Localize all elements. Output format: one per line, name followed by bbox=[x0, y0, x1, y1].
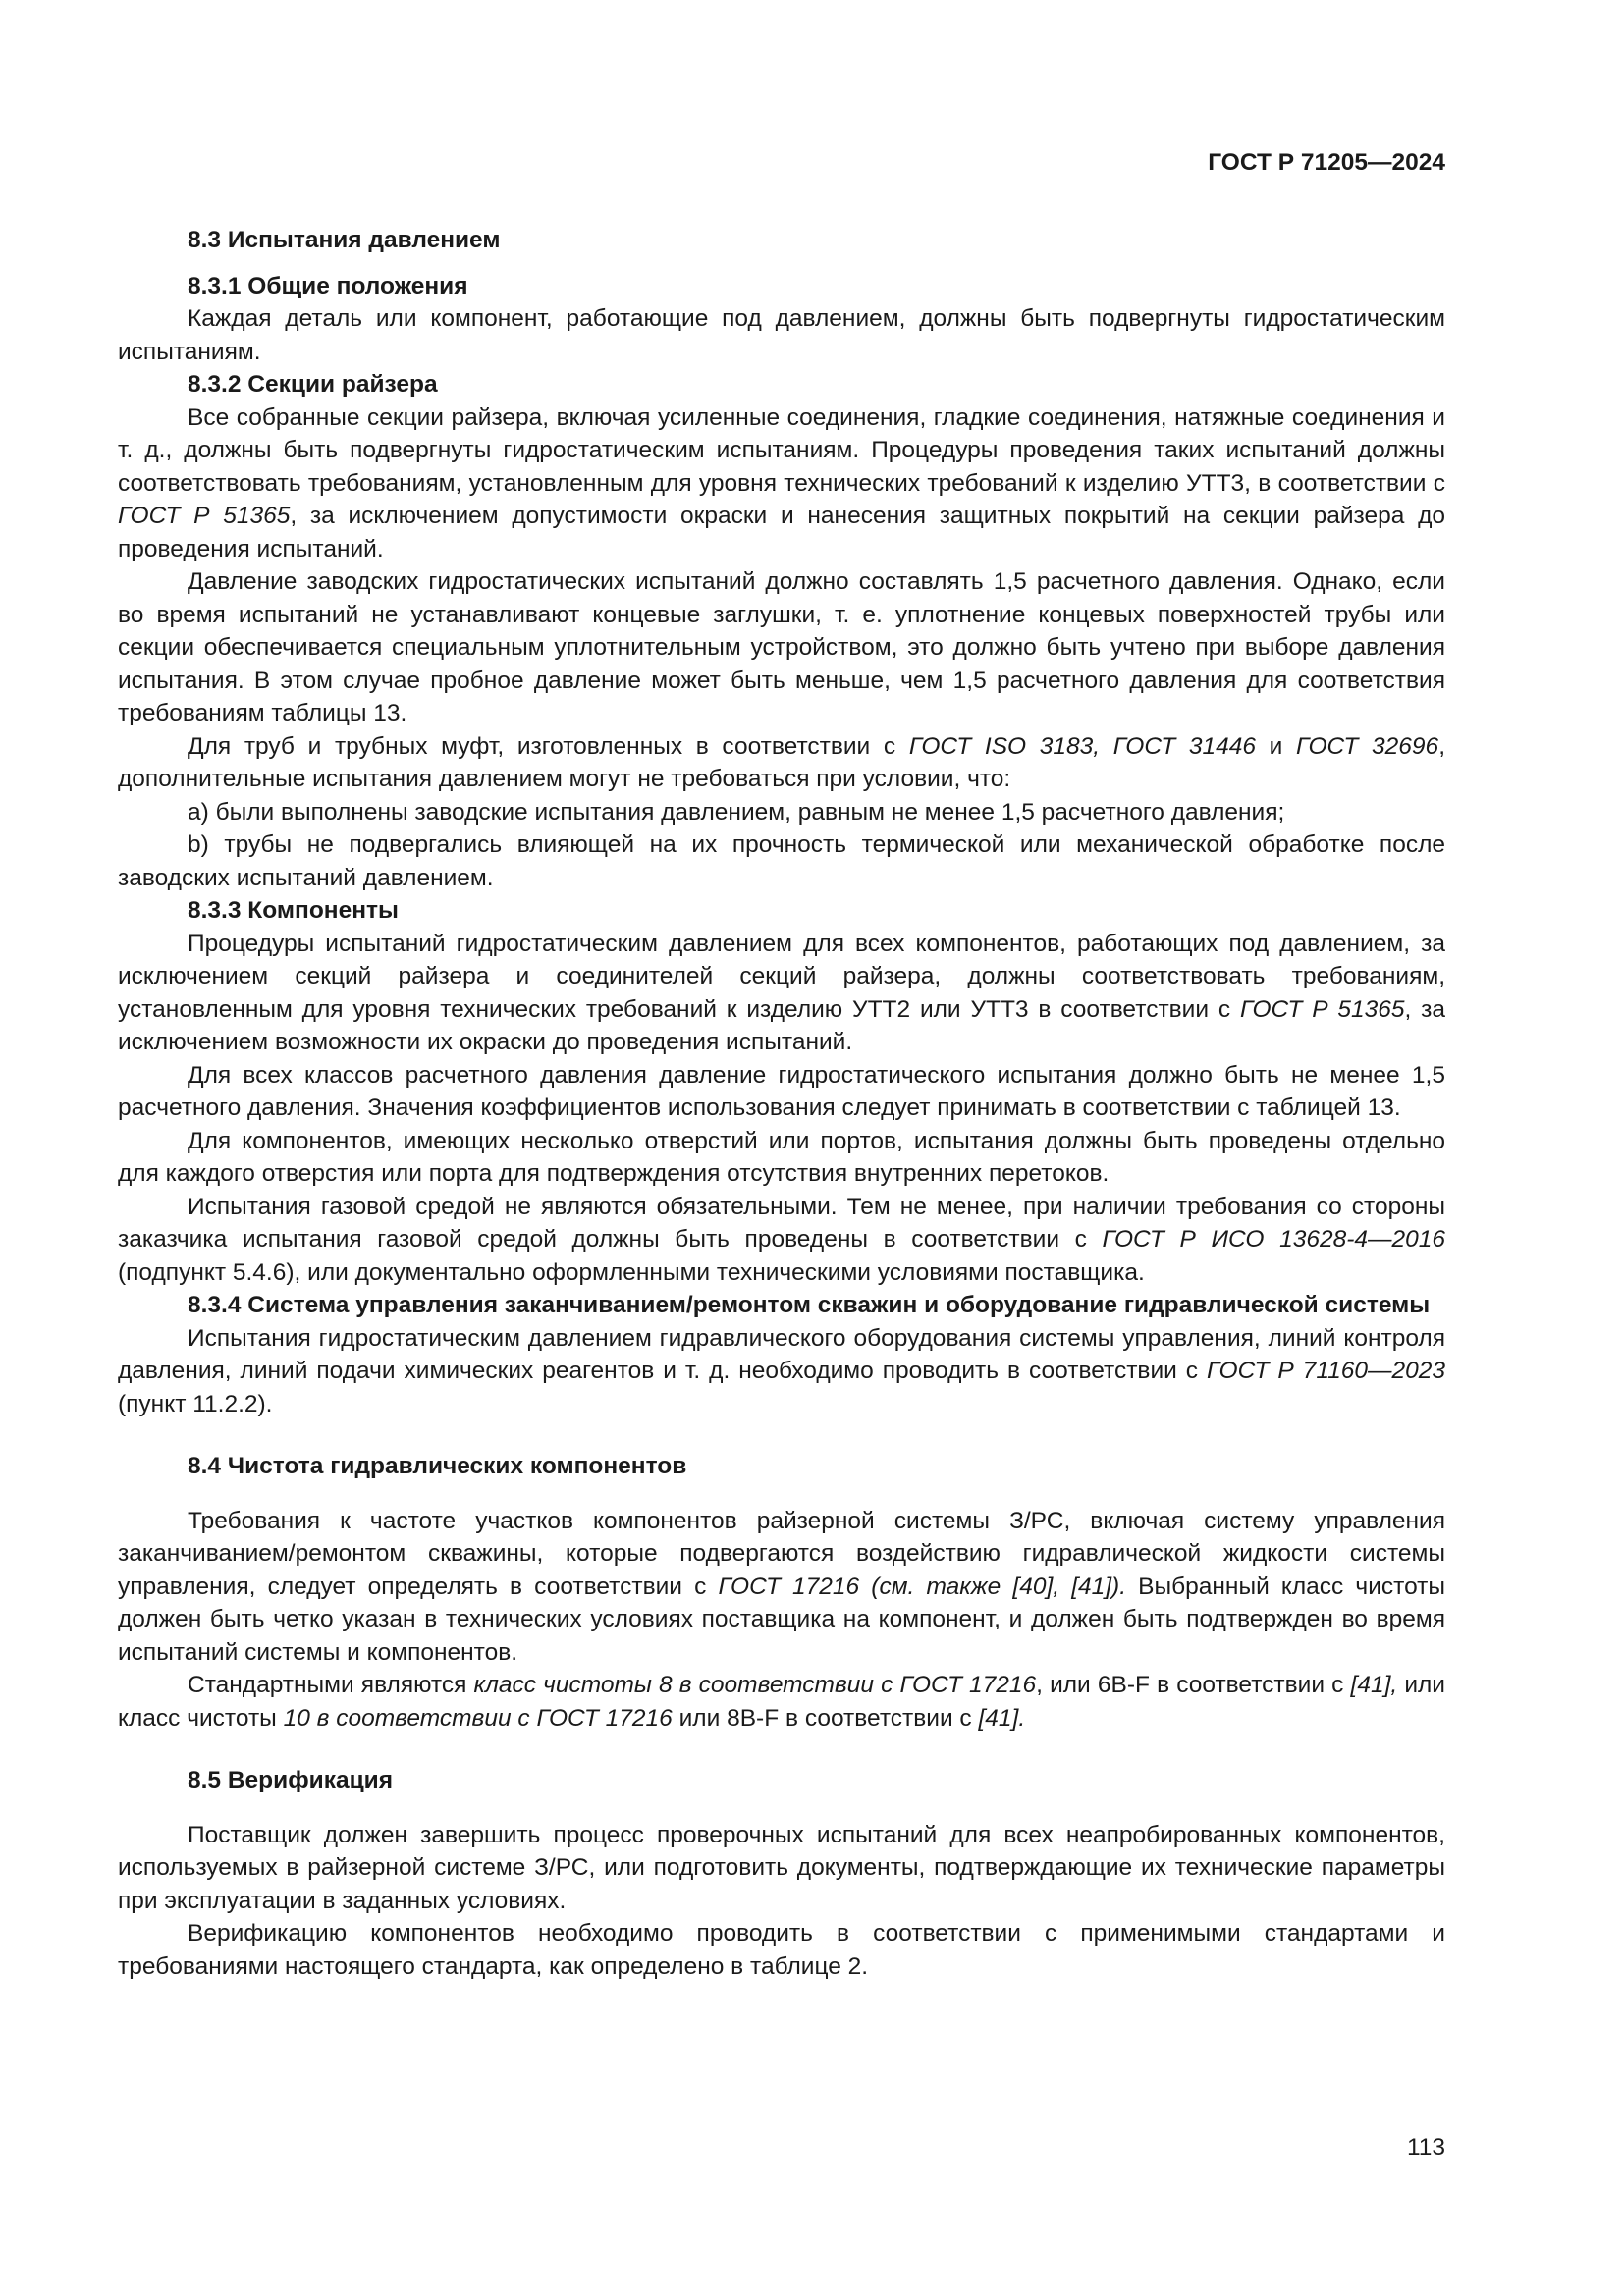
standard-reference: ГОСТ Р ИСО 13628-4—2016 bbox=[1102, 1226, 1445, 1253]
standard-reference: ГОСТ Р 51365 bbox=[118, 503, 291, 529]
standard-reference: ГОСТ Р 71160—2023 bbox=[1207, 1358, 1446, 1384]
section-8-3-3-title: 8.3.3 Компоненты bbox=[188, 897, 399, 924]
list-item-a: а) были выполнены заводские испытания давлением, равным не менее 1,5 расчетного давления; bbox=[188, 798, 1285, 826]
document-body bbox=[118, 224, 1445, 1983]
section-8-3-2-paragraph-1: Все собранные секции райзера, включая усиленные соединения, гладкие соединения, натяжные соединения и т. д., должны быть подвергнуты гидростатическим испытаниям. Процедуры проведения таких испытаний должны соответствовать требованиям, установленным для уровня технических требований к изделию УТТ3, в соответствии с ГОСТ Р 51365, за исключением допустимости окраски и нанесения защитных покрытий на секции райзера до проведения испытаний. bbox=[118, 403, 1446, 562]
section-8-3-2-title: 8.3.2 Секции райзера bbox=[188, 371, 438, 398]
page-number: 113 bbox=[1406, 2134, 1445, 2161]
section-8-3-title: 8.3 Испытания давлением bbox=[188, 227, 501, 253]
section-8-3-3-paragraph-4: Испытания газовой средой не являются обязательными. Тем не менее, при наличии требования со стороны заказчика испытания газовой средой должны быть проведены в соответствии с ГОСТ Р ИСО 13628-4—2016 (подпункт 5.4.6), или документально оформленными техническими условиями поставщика. bbox=[118, 1193, 1445, 1286]
standard-reference: класс чистоты 8 в соответствии с ГОСТ 17216 bbox=[473, 1672, 1037, 1698]
section-8-5-title: 8.5 Верификация bbox=[188, 1767, 394, 1793]
section-8-4-paragraph-1: Требования к частоте участков компонентов райзерной системы З/РС, включая систему управления заканчиванием/ремонтом скважины, которые подвергаются воздействию гидравлической жидкости системы управления, следует определять в соответствии с ГОСТ 17216 (см. также [40], [41]). Выбранный класс чистоты должен быть четко указан в технических условиях поставщика на компонент, и должен быть подтвержден во время испытаний системы и компонентов. bbox=[118, 1507, 1445, 1666]
section-8-3-2-paragraph-3: Для труб и трубных муфт, изготовленных в соответствии с ГОСТ ISO 3183, ГОСТ 31446 и ГОСТ 32696, дополнительные испытания давлением могут не требоваться при условии, что: bbox=[118, 732, 1445, 792]
list-item-b: b) трубы не подвергались влияющей на их прочность термической или механической обработке после заводских испытаний давлением. bbox=[118, 831, 1445, 891]
standard-reference: ГОСТ 32696 bbox=[1295, 732, 1439, 760]
standard-reference: ГОСТ Р 51365 bbox=[1239, 995, 1405, 1023]
section-8-3-3-paragraph-2: Для всех классов расчетного давления давление гидростатического испытания должно быть не менее 1,5 расчетного давления. Значения коэффициентов использования следует принимать в соответствии с таблицей 13. bbox=[118, 1061, 1445, 1121]
section-8-5-paragraph-2: Верификацию компонентов необходимо проводить в соответствии с применимыми стандартами и требованиями настоящего стандарта, как определено в таблице 2. bbox=[118, 1920, 1445, 1980]
document-header: ГОСТ Р 71205—2024 bbox=[1208, 149, 1445, 176]
standard-reference: ГОСТ 17216 (см. также [40], [41]). bbox=[718, 1573, 1127, 1600]
section-8-3-4-paragraph: Испытания гидростатическим давлением гидравлического оборудования системы управления, линий контроля давления, линий подачи химических реагентов и т. д. необходимо проводить в соответствии с ГОСТ Р 71160—2023 (пункт 11.2.2). bbox=[118, 1324, 1446, 1417]
section-8-3-3-paragraph-1: Процедуры испытаний гидростатическим давлением для всех компонентов, работающих под давлением, за исключением секций райзера и соединителей секций райзера, должны соответствовать требованиям, установленным для уровня технических требований к изделию УТТ2 или УТТ3 в соответствии с ГОСТ Р 51365, за исключением возможности их окраски до проведения испытаний. bbox=[118, 930, 1445, 1055]
bibliography-reference: [41]. bbox=[978, 1704, 1026, 1732]
section-8-4-title: 8.4 Чистота гидравлических компонентов bbox=[188, 1453, 687, 1479]
section-8-3-3-paragraph-3: Для компонентов, имеющих несколько отверстий или портов, испытания должны быть проведены отдельно для каждого отверстия или порта для подтверждения отсутствия внутренних перетоков. bbox=[118, 1127, 1445, 1187]
section-8-3-1-title: 8.3.1 Общие положения bbox=[188, 272, 468, 299]
section-8-3-2-paragraph-2: Давление заводских гидростатических испытаний должно составлять 1,5 расчетного давления. Однако, если во время испытаний не устанавливают концевые заглушки, т. е. уплотнение концевых поверхностей трубы или секции обеспечивается специальным уплотнительным устройством, это должно быть учтено при выборе давления испытания. В этом случае пробное давление может быть меньше, чем 1,5 расчетного давления для соответствия требованиям таблицы 13. bbox=[118, 568, 1445, 726]
section-8-3-1-paragraph: Каждая деталь или компонент, работающие под давлением, должны быть подвергнуты гидростатическим испытаниям. bbox=[118, 305, 1445, 365]
section-8-3-4-title: 8.3.4 Система управления заканчиванием/ремонтом скважин и оборудование гидравлической системы bbox=[188, 1292, 1431, 1318]
section-8-5-paragraph-1: Поставщик должен завершить процесс проверочных испытаний для всех неапробированных компонентов, используемых в райзерной системе З/РС, или подготовить документы, подтверждающие их технические параметры при эксплуатации в заданных условиях. bbox=[118, 1821, 1445, 1914]
section-8-4-paragraph-2: Стандартными являются класс чистоты 8 в соответствии с ГОСТ 17216, или 6B-F в соответствии с [41], или класс чистоты 10 в соответствии с ГОСТ 17216 или 8B-F в соответствии с [41]. bbox=[118, 1672, 1445, 1732]
bibliography-reference: [41], bbox=[1350, 1672, 1398, 1698]
standard-reference: 10 в соответствии с ГОСТ 17216 bbox=[283, 1704, 673, 1732]
standard-reference: ГОСТ ISO 3183, ГОСТ 31446 bbox=[908, 732, 1256, 760]
